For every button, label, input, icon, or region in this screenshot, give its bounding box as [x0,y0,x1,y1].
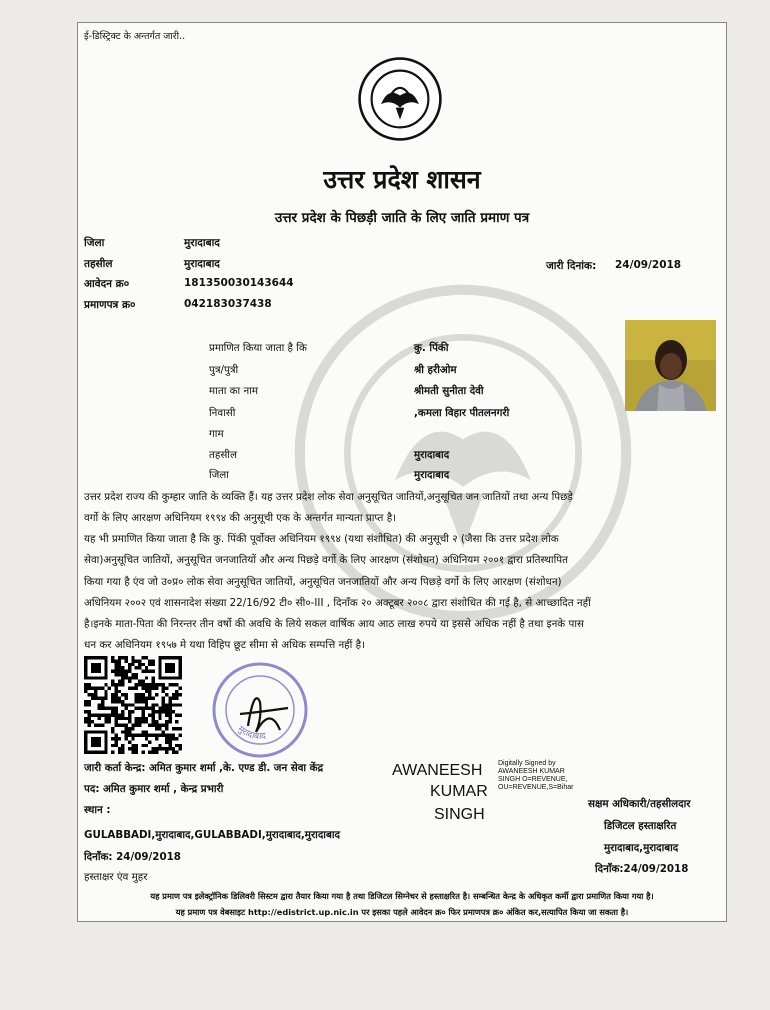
child-of-label: पुत्र/पुत्री [209,364,239,376]
sign-label: हस्ताक्षर एंव मुहर [84,871,148,883]
authority-signed: डिजिटल हस्ताक्षरित [604,820,677,832]
signature-detail-line: Digitally Signed by [498,760,556,767]
authority-date: दिनाँक:24/09/2018 [595,863,689,875]
issuer-center-line: जारी कर्ता केन्द्र: अमित कुमार शर्मा ,के. एण्ड डी. जन सेवा केंद्र [84,762,324,774]
authority-title: सक्षम अधिकारी/तहसीलदार [588,798,691,810]
certificate-sheet [77,22,727,922]
certify-label: प्रमाणित किया जाता है कि [209,342,307,354]
certification-paragraph [84,529,719,657]
issue-date-line: दिनाँक: 24/09/2018 [84,851,181,863]
district-value: मुरादाबाद [184,237,220,249]
tehsil-label: तहसील [84,258,113,270]
footer-verify-note: यह प्रमाण पत्र वेबसाइट http://edistrict.up.nic.in पर इसका पहले आवेदन क्र० फिर प्रमाणपत्र क्र० अंकित कर,सत्यापित किया जा सकता है। [175,907,629,917]
details-district-value: मुरादाबाद [414,469,450,481]
village-label: गाम [209,428,224,440]
header-note: ई-डिस्ट्रिक्ट के अन्तर्गत जारी.. [84,31,186,42]
qr-code [84,656,182,754]
mother-label: माता का नाम [209,385,259,397]
caste-paragraph [84,487,719,530]
paragraph-line: यह भी प्रमाणित किया जाता है कि कु. पिंकी पूर्वोक्त अधिनियम १९९४ (यथा संशोधित) की अनुसूची २ (जैसा कि उत्तर प्रदेश लोक [84,533,559,545]
paragraph-line: धन कर अधिनियम १९५७ मे यथा विहिप छूट सीमा से अधिक सम्पत्ति नहीं है। [84,639,365,652]
certificate-value: 042183037438 [184,298,272,310]
signer-name-line: KUMAR [430,783,488,800]
issue-date-value: 24/09/2018 [615,259,682,271]
tehsil-value: मुरादाबाद [184,258,220,270]
paragraph-line: उत्तर प्रदेश राज्य की कुम्हार जाति के व्यक्ति हैं। यह उत्तर प्रदेश लोक सेवा अनुसूचित जातियों,अनुसूचित जन जातियों तथा अन्य पिछड़े [84,491,573,503]
seal-text: मुरादाबाद [235,724,267,743]
signature-detail [498,760,573,792]
signature-detail-line: SINGH O=REVENUE, [498,776,568,783]
resident-value: ,कमला विहार पीतलनगरी [414,407,510,419]
paragraph-line: है।इनके माता-पिता की निरन्तर तीन वर्षो की अवधि के लिये सकल वार्षिक आय आठ लाख रुपये या इससे अधिक नहीं है तथा इनके पास [84,618,584,631]
signer-name-line: SINGH [434,806,485,823]
page-subtitle: उत्तर प्रदेश के पिछड़ी जाति के लिए जाति प्रमाण पत्र [274,210,530,226]
digital-signature [392,760,602,830]
paragraph-line: वर्गो के लिए आरक्षण अधिनियम १९९४ की अनुसूची एक के अन्तर्गत मान्यता प्राप्त है। [84,512,397,525]
place-label: स्थान : [84,804,111,816]
signer-name-line: AWANEESH [392,762,483,779]
resident-label: निवासी [209,407,236,419]
application-label: आवेदन क्र० [84,278,130,290]
issue-date-label: जारी दिनांक: [546,260,597,272]
certify-value: कु. पिंकी [414,342,449,354]
up-government-emblem-icon [357,56,443,142]
authority-place: मुरादाबाद,मुरादाबाद [604,842,679,854]
paragraph-line: सेवा)अनुसूचित जातियों, अनुसूचित जनजातियों और अन्य पिछड़े वर्गो के लिए आरक्षण (संशोधन) अधिनियम २००१ द्वारा प्रतिस्थापित [84,554,568,567]
page-title: उत्तर प्रदेश शासन [323,165,481,194]
applicant-photo [625,320,716,411]
signature-detail-line: OU=REVENUE,S=Bihar [498,784,574,791]
footer-note: यह प्रमाण पत्र इलेक्ट्रॉनिक डिलिवरी सिस्टम द्वारा तैयार किया गया है तथा डिजिटल सिग्नेचर से हस्ताक्षरित है। सम्बन्धित केन्द्र के अधिकृत कर्मी द्वारा प्रमाणित किया गया है। [150,891,654,901]
child-of-value: श्री हरीओम [414,364,457,376]
details-tehsil-label: तहसील [209,449,237,461]
paragraph-line: अधिनियम २००२ एवं शासनादेश संख्या 22/16/92 टी० सी०-III , दिनाँक २० अक्टूबर २००८ द्वारा संशोधित की गई है, से आच्छादित नहीं [84,596,591,609]
place-value: GULABBADI,मुरादाबाद,GULABBADI,मुरादाबाद,मुरादाबाद [84,829,340,841]
signature-detail-line: AWANEESH KUMAR [498,768,565,775]
details-tehsil-value: मुरादाबाद [414,449,450,461]
official-seal-stamp [210,660,310,760]
issuer-post-line: पद: अमित कुमार शर्मा , केन्द्र प्रभारी [84,783,224,795]
details-district-label: जिला [209,469,229,481]
mother-value: श्रीमती सुनीता देवी [414,385,484,397]
certificate-label: प्रमाणपत्र क्र० [84,299,136,311]
application-value: 181350030143644 [184,277,294,289]
paragraph-line: किया गया है एंव जो उ०प्र० लोक सेवा अनुसूचित जातियों, अनुसूचित जनजातियों और अन्य पिछड़े वर्गो के लिए आरक्षण (संशोधन) [84,575,562,588]
district-label: जिला [84,237,105,249]
